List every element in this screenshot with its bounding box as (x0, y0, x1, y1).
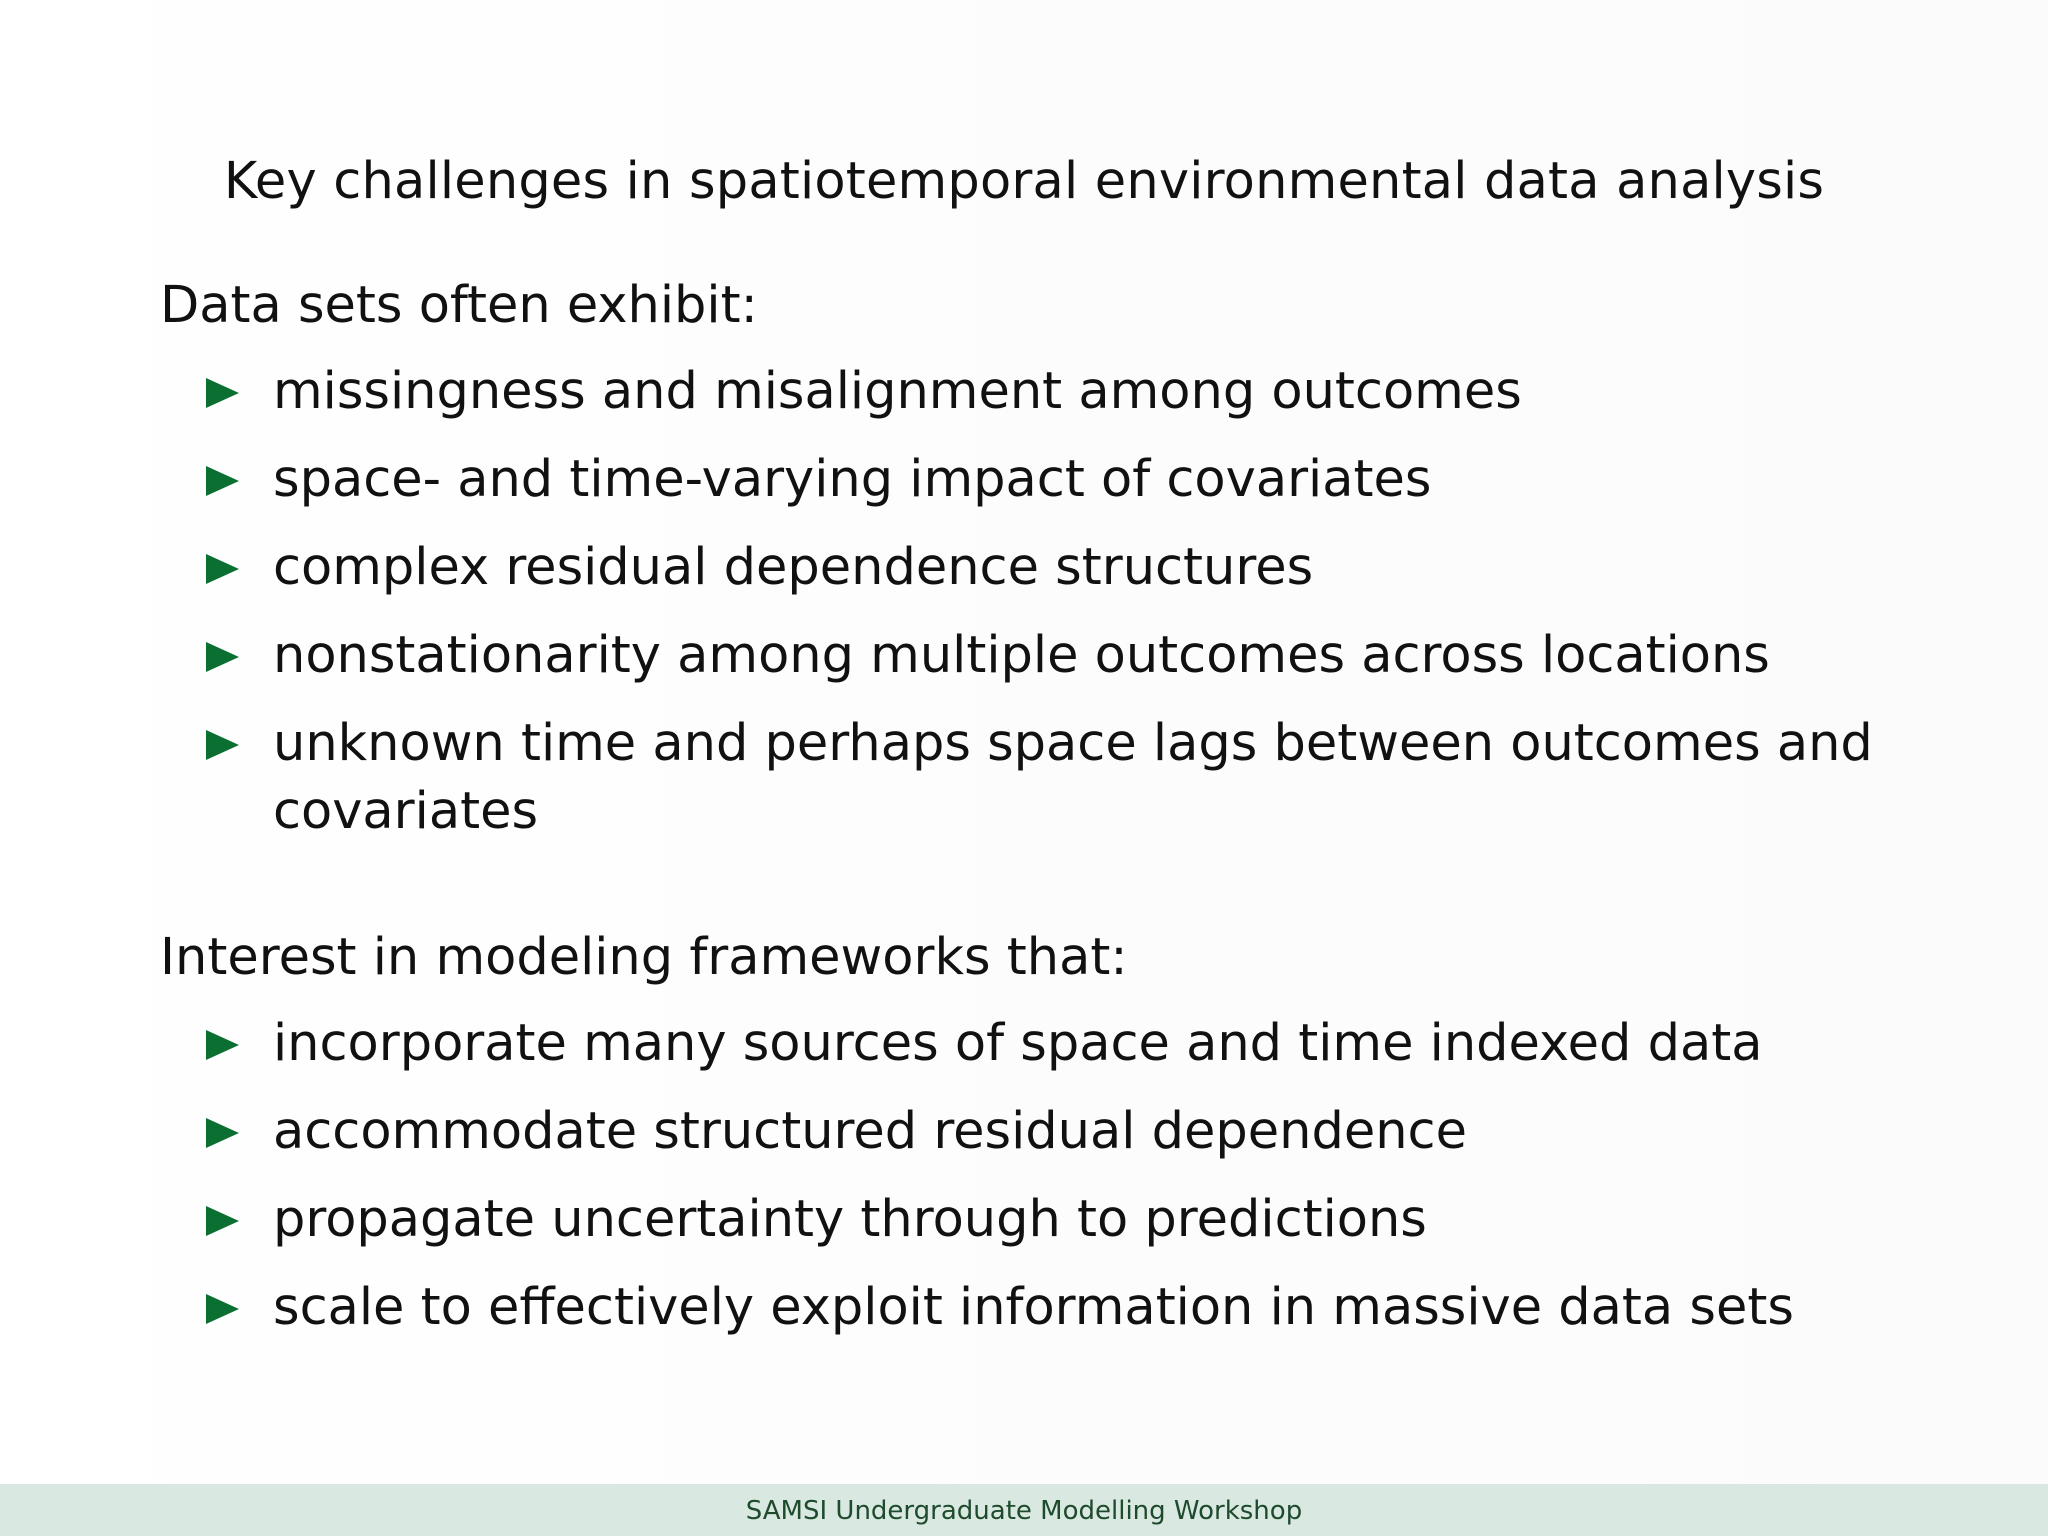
modeling-frameworks-section (160, 926, 1920, 1342)
data-characteristics-list (160, 358, 1920, 846)
list-item-text: space- and time-varying impact of covariates (273, 450, 1432, 509)
green-triangle-bullet-icon (206, 1206, 239, 1236)
green-triangle-bullet-icon (206, 378, 239, 408)
list-item-text: scale to effectively exploit information in massive data sets (273, 1278, 1794, 1337)
list-item (160, 1010, 1873, 1078)
list-item-text: nonstationarity among multiple outcomes across locations (273, 626, 1770, 685)
list-item (160, 534, 1873, 602)
green-triangle-bullet-icon (206, 730, 239, 760)
footer-bar (0, 1484, 2048, 1536)
green-triangle-bullet-icon (206, 1118, 239, 1148)
modeling-frameworks-heading: Interest in modeling frameworks that: (160, 928, 1128, 987)
list-item-text: unknown time and perhaps space lags between outcomes and covariates (273, 714, 1873, 841)
data-characteristics-heading: Data sets often exhibit: (160, 276, 758, 335)
data-characteristics-section (160, 274, 1920, 846)
list-item-text: incorporate many sources of space and time indexed data (273, 1014, 1763, 1073)
list-item (160, 358, 1873, 426)
list-item (160, 446, 1873, 514)
green-triangle-bullet-icon (206, 1030, 239, 1060)
green-triangle-bullet-icon (206, 1294, 239, 1324)
list-item-text: accommodate structured residual dependence (273, 1102, 1467, 1161)
list-item (160, 1186, 1873, 1254)
list-item-text: complex residual dependence structures (273, 538, 1314, 597)
slide-title: Key challenges in spatiotemporal environmental data analysis (223, 152, 1825, 211)
green-triangle-bullet-icon (206, 466, 239, 496)
list-item (160, 1274, 1873, 1342)
list-item (160, 710, 1873, 846)
list-item-text: missingness and misalignment among outcomes (273, 362, 1522, 421)
green-triangle-bullet-icon (206, 554, 239, 584)
footer-text: SAMSI Undergraduate Modelling Workshop (745, 1496, 1303, 1526)
modeling-frameworks-list (160, 1010, 1920, 1342)
list-item (160, 622, 1873, 690)
list-item (160, 1098, 1873, 1166)
green-triangle-bullet-icon (206, 642, 239, 672)
list-item-text: propagate uncertainty through to predictions (273, 1190, 1427, 1249)
